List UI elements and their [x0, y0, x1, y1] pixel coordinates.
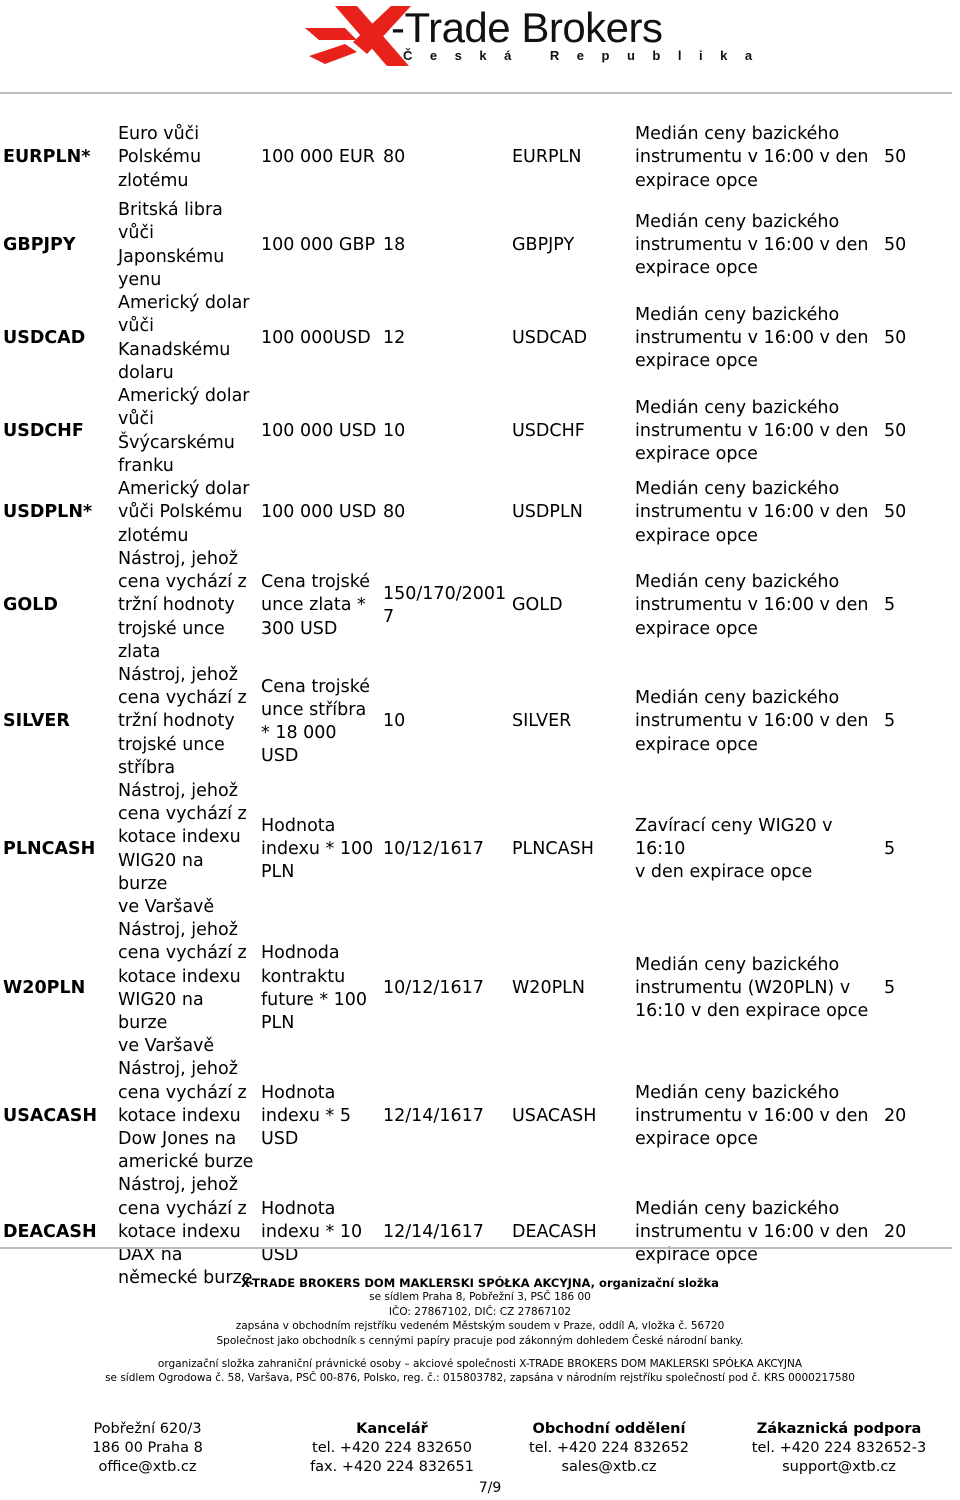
- contact-sales-email[interactable]: sales@xtb.cz: [561, 1459, 657, 1475]
- ticker-cell: GBPJPY: [512, 234, 575, 255]
- quantity-cell: 5: [884, 711, 896, 732]
- contract-size-cell: 100 000 GBP: [261, 234, 376, 255]
- contract-size-cell: Hodnota indexu * 5 USD: [261, 1082, 351, 1150]
- table-row: [0, 292, 960, 385]
- settlement-cell: Medián ceny bazického instrumentu v 16:00 v den expirace opce: [635, 1198, 869, 1266]
- symbol-cell: PLNCASH: [3, 839, 96, 860]
- contact-support-email[interactable]: support@xtb.cz: [782, 1459, 896, 1475]
- settlement-cell: Medián ceny bazického instrumentu v 16:00 v den expirace opce: [635, 479, 869, 546]
- description-cell: Americký dolar vůči Kanadskému dolaru: [118, 293, 250, 383]
- table-row: [0, 385, 960, 478]
- page-number: 7/9: [478, 1480, 502, 1496]
- contact-sales-head: Obchodní oddělení: [532, 1421, 686, 1437]
- contract-size-cell: 100 000 EUR: [261, 147, 375, 168]
- ticker-cell: PLNCASH: [512, 839, 594, 860]
- symbol-cell: USACASH: [3, 1105, 97, 1126]
- table-row: [0, 117, 960, 199]
- contact-office-email[interactable]: office@xtb.cz: [98, 1459, 197, 1475]
- contract-size-cell: Hodnota indexu * 100 PLN: [261, 815, 374, 883]
- settlement-cell: Zavírací ceny WIG20 v 16:10 v den expirace opce: [635, 815, 833, 883]
- margin-cell: 18: [383, 234, 406, 255]
- quantity-cell: 50: [884, 502, 907, 523]
- symbol-cell: USDCAD: [3, 327, 86, 348]
- settlement-cell: Medián ceny bazického instrumentu v 16:00 v den expirace opce: [635, 572, 869, 639]
- symbol-cell: W20PLN: [3, 978, 86, 999]
- margin-cell: 12/14/1617: [383, 1105, 484, 1126]
- ticker-cell: USDPLN: [512, 502, 583, 523]
- symbol-cell: USDCHF: [3, 420, 84, 441]
- table-row: [0, 548, 960, 664]
- instrument-table: [0, 117, 960, 1291]
- table-row: [0, 1174, 960, 1290]
- company-footer: [0, 1276, 960, 1386]
- table-row: [0, 199, 960, 292]
- quantity-cell: 50: [884, 420, 907, 441]
- contact-address-street: Pobřežní 620/3: [93, 1421, 202, 1437]
- margin-cell: 10/12/1617: [383, 839, 484, 860]
- quantity-cell: 50: [884, 327, 907, 348]
- contract-size-cell: Cena trojské unce stříbra * 18 000 USD: [261, 676, 370, 767]
- settlement-cell: Medián ceny bazického instrumentu (W20PLN) v 16:10 v den expirace opce: [635, 955, 869, 1022]
- contact-sales: [515, 1420, 703, 1477]
- description-cell: Nástroj, jehož cena vychází z kotace indexu DAX na německé burze: [118, 1175, 253, 1289]
- xtb-logo: [305, 4, 770, 66]
- settlement-cell: Medián ceny bazického instrumentu v 16:00 v den expirace opce: [635, 688, 869, 755]
- quantity-cell: 20: [884, 1221, 907, 1242]
- ticker-cell: EURPLN: [512, 147, 582, 168]
- footer-registry: zapsána v obchodním rejstříku vedeném Městským soudem v Praze, oddíl A, vložka č. 56720: [235, 1320, 725, 1333]
- ticker-cell: W20PLN: [512, 978, 585, 999]
- contact-support: [744, 1420, 934, 1477]
- margin-cell: 80: [383, 502, 406, 523]
- settlement-cell: Medián ceny bazického instrumentu v 16:00 v den expirace opce: [635, 304, 869, 372]
- margin-cell: 80: [383, 147, 406, 168]
- contract-size-cell: Hodnoda kontraktu future * 100 PLN: [261, 943, 368, 1034]
- settlement-cell: Medián ceny bazického instrumentu v 16:00 v den expirace opce: [635, 397, 869, 465]
- description-cell: Britská libra vůči Japonskému yenu: [118, 200, 225, 290]
- margin-cell: 12/14/1617: [383, 1221, 484, 1242]
- symbol-cell: USDPLN*: [3, 502, 93, 523]
- table-row: [0, 478, 960, 548]
- contact-office-head: Kancelář: [356, 1421, 428, 1437]
- description-cell: Americký dolar vůči Polskému zlotému: [118, 479, 250, 546]
- symbol-cell: GBPJPY: [3, 234, 76, 255]
- symbol-cell: GOLD: [3, 595, 58, 616]
- contact-address-city: 186 00 Praha 8: [92, 1440, 203, 1456]
- ticker-cell: SILVER: [512, 711, 572, 732]
- margin-cell: 12: [383, 327, 406, 348]
- logo-subtitle: Česká Republika: [403, 48, 770, 63]
- quantity-cell: 5: [884, 595, 896, 616]
- contact-address: [60, 1420, 235, 1477]
- instrument-table-body: [0, 117, 960, 1291]
- contact-sales-tel: tel. +420 224 832652: [529, 1440, 689, 1456]
- symbol-cell: DEACASH: [3, 1221, 97, 1242]
- contract-size-cell: 100 000USD: [261, 327, 371, 348]
- contact-block: [0, 1420, 960, 1480]
- margin-cell: 10: [383, 420, 406, 441]
- bottom-divider: [0, 1247, 952, 1249]
- table-row: [0, 919, 960, 1058]
- footer-ids: IČO: 27867102, DIČ: CZ 27867102: [388, 1305, 572, 1318]
- description-cell: Nástroj, jehož cena vychází z kotace indexu WIG20 na burze ve Varšavě: [118, 781, 247, 918]
- contract-size-cell: 100 000 USD: [261, 502, 377, 523]
- settlement-cell: Medián ceny bazického instrumentu v 16:00 v den expirace opce: [635, 124, 869, 191]
- contact-office-tel: tel. +420 224 832650: [312, 1440, 472, 1456]
- contract-size-cell: Hodnota indexu * 10 USD: [261, 1198, 363, 1266]
- quantity-cell: 5: [884, 978, 896, 999]
- contract-size-cell: 100 000 USD: [261, 420, 377, 441]
- contact-support-head: Zákaznická podpora: [756, 1421, 922, 1437]
- top-divider: [0, 92, 952, 94]
- quantity-cell: 50: [884, 147, 907, 168]
- settlement-cell: Medián ceny bazického instrumentu v 16:00 v den expirace opce: [635, 211, 869, 279]
- quantity-cell: 5: [884, 839, 896, 860]
- description-cell: Americký dolar vůči Švýcarskému franku: [118, 386, 250, 476]
- footer-supervision: Společnost jako obchodník s cennými papíry pracuje pod zákonným dohledem České národní banky.: [216, 1334, 744, 1347]
- table-row: [0, 664, 960, 780]
- margin-cell: 10: [383, 711, 406, 732]
- description-cell: Nástroj, jehož cena vychází z kotace indexu Dow Jones na americké burze: [118, 1059, 254, 1173]
- ticker-cell: USACASH: [512, 1105, 597, 1126]
- footer-company: X-TRADE BROKERS DOM MAKLERSKI SPÓŁKA AKCYJNA, organizační složka: [241, 1276, 719, 1290]
- footer-foreign-1: organizační složka zahraniční právnické osoby – akciové společnosti X-TRADE BROKERS DOM MAKLERSKI SPÓŁKA AKCYJNA: [157, 1358, 803, 1371]
- contract-size-cell: Cena trojské unce zlata * 300 USD: [261, 572, 370, 639]
- ticker-cell: USDCAD: [512, 327, 588, 348]
- footer-foreign-2: se sídlem Ogrodowa č. 58, Varšava, PSČ 00-876, Polsko, reg. č.: 015803782, zapsána v národním rejstříku společností pod č. KRS 0000217580: [105, 1372, 855, 1385]
- footer-seat: se sídlem Praha 8, Pobřežní 3, PSČ 186 00: [369, 1291, 591, 1304]
- ticker-cell: DEACASH: [512, 1221, 597, 1242]
- symbol-cell: SILVER: [3, 711, 70, 732]
- ticker-cell: USDCHF: [512, 420, 585, 441]
- margin-cell: 10/12/1617: [383, 978, 484, 999]
- contact-office: [287, 1420, 497, 1477]
- logo-wordmark: -Trade Brokers: [391, 4, 663, 51]
- settlement-cell: Medián ceny bazického instrumentu v 16:00 v den expirace opce: [635, 1082, 869, 1150]
- description-cell: Nástroj, jehož cena vychází z tržní hodnoty trojské unce stříbra: [118, 665, 247, 778]
- ticker-cell: GOLD: [512, 595, 563, 616]
- table-row: [0, 780, 960, 919]
- margin-cell: 150/170/2001 7: [383, 583, 507, 627]
- page-header: [0, 0, 960, 90]
- contact-support-tel: tel. +420 224 832652-3: [751, 1440, 927, 1456]
- table-row: [0, 1058, 960, 1174]
- description-cell: Nástroj, jehož cena vychází z tržní hodnoty trojské unce zlata: [118, 549, 247, 662]
- description-cell: Euro vůči Polskému zlotému: [118, 124, 202, 191]
- symbol-cell: EURPLN*: [3, 147, 91, 168]
- quantity-cell: 20: [884, 1105, 907, 1126]
- description-cell: Nástroj, jehož cena vychází z kotace indexu WIG20 na burze ve Varšavě: [118, 920, 247, 1057]
- quantity-cell: 50: [884, 234, 907, 255]
- contact-office-fax: fax. +420 224 832651: [310, 1459, 474, 1475]
